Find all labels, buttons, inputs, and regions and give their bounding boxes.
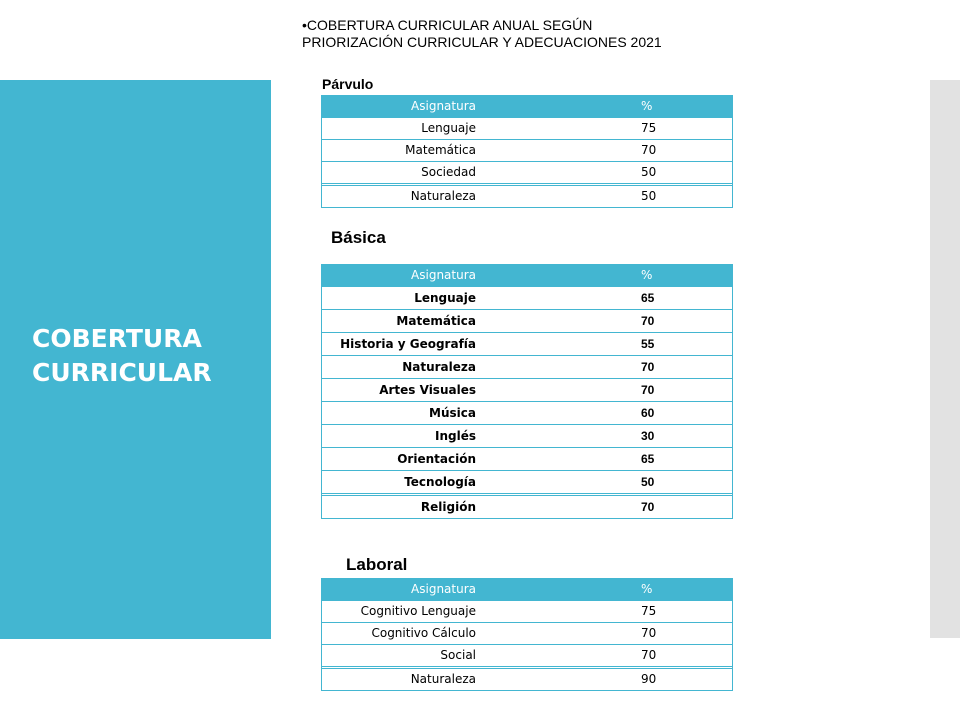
- table-row: [322, 139, 732, 161]
- cell-percent: 70: [641, 500, 655, 514]
- cell-asignatura: Cognitivo Lenguaje: [360, 604, 476, 618]
- cell-percent: 70: [641, 383, 655, 397]
- table-row: [322, 666, 732, 690]
- cell-asignatura: Social: [440, 648, 476, 662]
- table-basica: [321, 264, 733, 519]
- cell-percent: 55: [641, 337, 655, 351]
- cell-asignatura: Lenguaje: [414, 291, 476, 305]
- section-title-laboral: Laboral: [346, 555, 408, 574]
- cell-asignatura: Religión: [420, 500, 476, 514]
- cell-percent: 70: [641, 626, 657, 640]
- cell-percent: 65: [641, 291, 655, 305]
- section-title-parvulo: Párvulo: [322, 76, 374, 92]
- cell-asignatura: Artes Visuales: [379, 383, 476, 397]
- cell-percent: 50: [641, 165, 657, 179]
- side-title: COBERTURA CURRICULAR: [32, 324, 212, 387]
- cell-percent: 75: [641, 604, 657, 618]
- cell-asignatura: Orientación: [397, 452, 476, 466]
- column-header-asignatura: Asignatura: [411, 268, 476, 282]
- cell-percent: 70: [641, 314, 655, 328]
- cell-asignatura: Matemática: [396, 314, 476, 328]
- cell-asignatura: Música: [429, 406, 476, 420]
- cell-percent: 70: [641, 648, 657, 662]
- right-gray-strip: [930, 80, 960, 638]
- cell-asignatura: Naturaleza: [410, 672, 476, 686]
- table-row: [322, 470, 732, 493]
- table-row: [322, 644, 732, 666]
- column-header-percent: %: [641, 99, 653, 113]
- cell-percent: 60: [641, 406, 655, 420]
- cell-percent: 65: [641, 452, 655, 466]
- cell-percent: 50: [641, 189, 657, 203]
- table-row: [322, 447, 732, 470]
- table-parvulo: [321, 95, 733, 208]
- column-header-percent: %: [641, 268, 653, 282]
- cell-percent: 75: [641, 121, 657, 135]
- table-row: [322, 286, 732, 309]
- table-row: [322, 161, 732, 183]
- table-row: [322, 622, 732, 644]
- section-title-basica: Básica: [331, 228, 386, 247]
- cell-asignatura: Matemática: [405, 143, 476, 157]
- column-header-asignatura: Asignatura: [411, 582, 476, 596]
- cell-percent: 50: [641, 475, 655, 489]
- table-row: [322, 183, 732, 207]
- table-header-row: [322, 579, 732, 600]
- table-row: [322, 117, 732, 139]
- column-header-percent: %: [641, 582, 653, 596]
- table-row: [322, 493, 732, 518]
- table-row: [322, 332, 732, 355]
- table-header-row: [322, 265, 732, 286]
- cell-percent: 70: [641, 360, 655, 374]
- cell-asignatura: Historia y Geografía: [340, 337, 476, 351]
- cell-asignatura: Naturaleza: [402, 360, 476, 374]
- slide-header: •COBERTURA CURRICULAR ANUAL SEGÚN PRIORIZACIÓN CURRICULAR Y ADECUACIONES 2021: [302, 17, 662, 50]
- cell-asignatura: Naturaleza: [410, 189, 476, 203]
- cell-asignatura: Tecnología: [404, 475, 476, 489]
- cell-asignatura: Cognitivo Cálculo: [371, 626, 476, 640]
- cell-percent: 70: [641, 143, 657, 157]
- table-row: [322, 600, 732, 622]
- cell-percent: 30: [641, 429, 655, 443]
- cell-percent: 90: [641, 672, 657, 686]
- table-laboral: [321, 578, 733, 691]
- table-header-row: [322, 96, 732, 117]
- table-row: [322, 424, 732, 447]
- table-row: [322, 355, 732, 378]
- table-row: [322, 309, 732, 332]
- cell-asignatura: Inglés: [435, 429, 476, 443]
- column-header-asignatura: Asignatura: [411, 99, 476, 113]
- cell-asignatura: Sociedad: [421, 165, 476, 179]
- cell-asignatura: Lenguaje: [421, 121, 476, 135]
- table-row: [322, 401, 732, 424]
- table-row: [322, 378, 732, 401]
